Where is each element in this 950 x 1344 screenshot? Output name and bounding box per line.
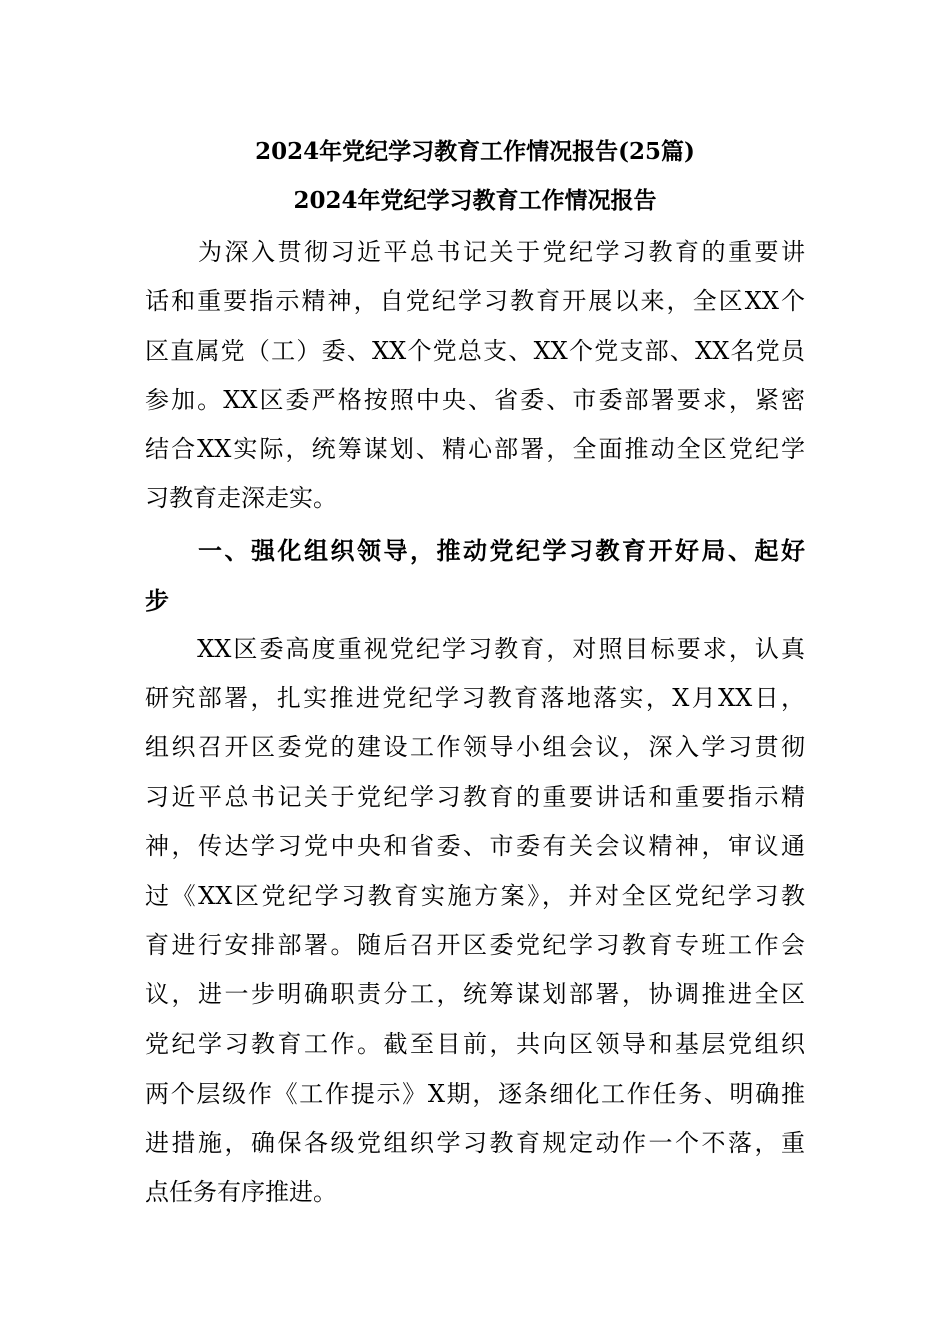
text-line: 党纪学习教育工作。截至目前，共向区领导和基层党组织 [145, 1030, 805, 1058]
text-line: 参加。XX区委严格按照中央、省委、市委部署要求，紧密 [145, 386, 805, 414]
text-line: 习教育走深走实。 [145, 484, 337, 512]
text-line: 结合XX实际，统筹谋划、精心部署，全面推动全区党纪学 [145, 435, 805, 463]
text-line: 习近平总书记关于党纪学习教育的重要讲话和重要指示精 [145, 783, 805, 811]
text-line: 进措施，确保各级党组织学习教育规定动作一个不落，重 [145, 1129, 805, 1157]
document-title: 2024年党纪学习教育工作情况报告(25篇) [255, 138, 695, 165]
heading-line: 一、强化组织领导，推动党纪学习教育开好局、起好 [145, 536, 805, 565]
text-line: 育进行安排部署。随后召开区委党纪学习教育专班工作会 [145, 931, 805, 959]
text-line: 研究部署，扎实推进党纪学习教育落地落实，X月XX日， [145, 684, 805, 712]
text-line: 两个层级作《工作提示》X期，逐条细化工作任务、明确推 [145, 1080, 805, 1108]
text-line: 话和重要指示精神，自党纪学习教育开展以来，全区XX个 [145, 287, 805, 315]
text-line: 神，传达学习党中央和省委、市委有关会议精神，审议通 [145, 832, 805, 860]
text-line: 点任务有序推进。 [145, 1178, 337, 1206]
text-line: 议，进一步明确职责分工，统筹谋划部署，协调推进全区 [145, 980, 805, 1008]
document-subtitle: 2024年党纪学习教育工作情况报告 [293, 187, 657, 214]
text-line: 为深入贯彻习近平总书记关于党纪学习教育的重要讲 [145, 238, 805, 266]
heading-line: 步 [145, 586, 169, 615]
text-line: XX区委高度重视党纪学习教育，对照目标要求，认真 [145, 635, 805, 663]
text-line: 过《XX区党纪学习教育实施方案》，并对全区党纪学习教 [145, 882, 805, 910]
text-line: 组织召开区委党的建设工作领导小组会议，深入学习贯彻 [145, 733, 805, 761]
text-line: 区直属党（工）委、XX个党总支、XX个党支部、XX名党员 [145, 337, 805, 365]
